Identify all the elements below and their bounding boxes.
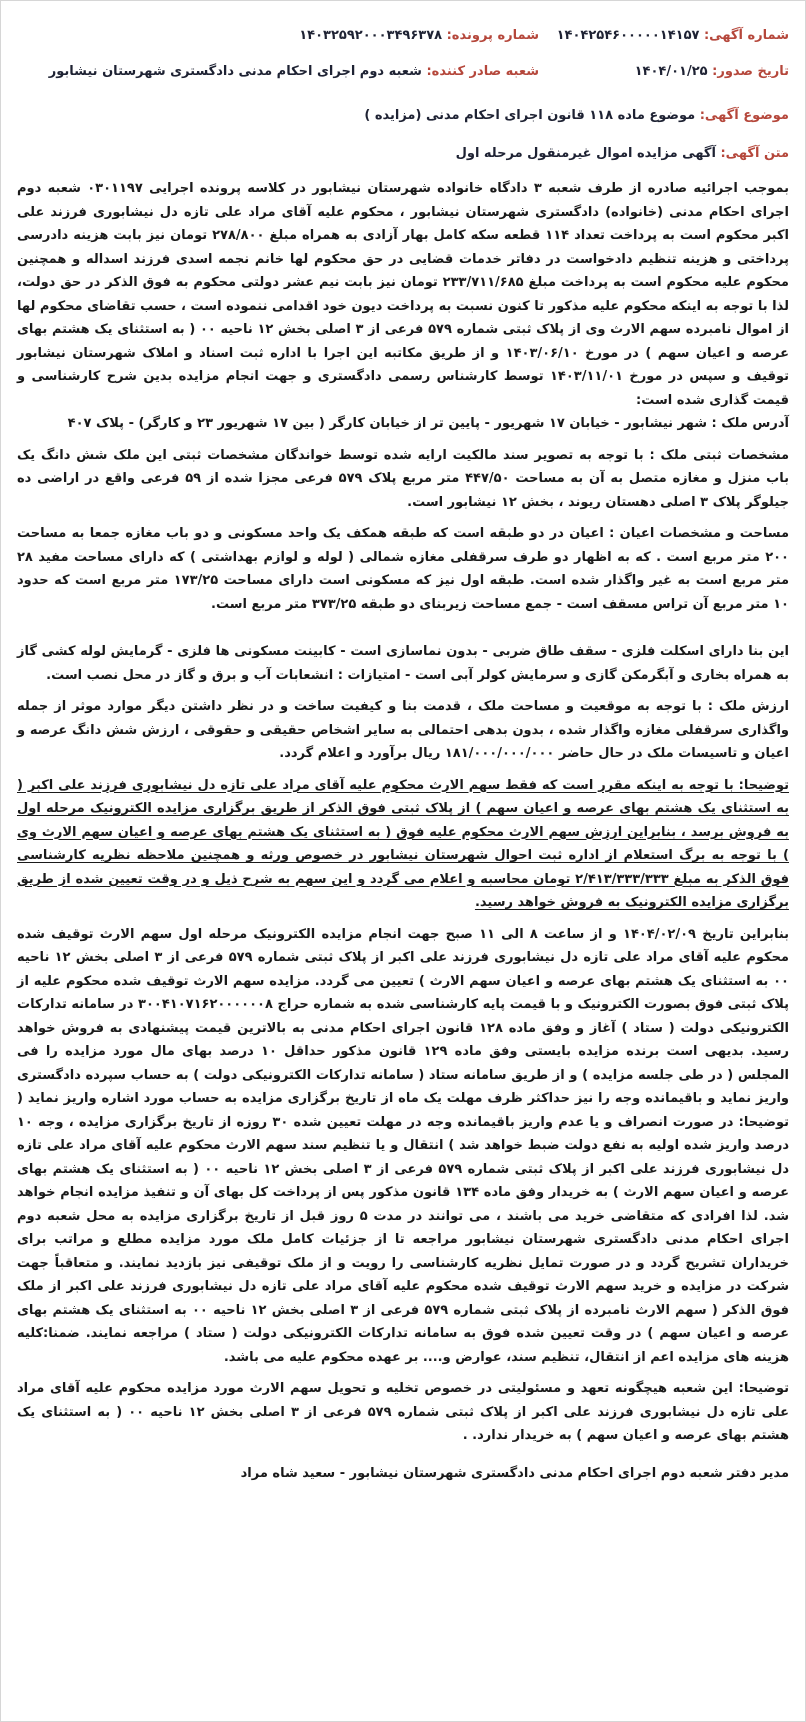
body-title: آگهی مزایده اموال غیرمنقول مرحله اول: [455, 146, 716, 161]
paragraph-building-features: این بنا دارای اسکلت فلزی - سقف طاق ضربی - بدون نماسازی است - کابینت مسکونی ها فلزی - گرمایش لوله کشی گاز به همراه بخاری و آبگرمکن گازی و سرمایش کولر آبی است - امتیازات : انشعابات آب و برق و گاز در محل نصب است.: [17, 644, 789, 683]
issue-date-field: [539, 61, 789, 83]
case-number-label: شماره پرونده:: [446, 28, 539, 43]
subject-label: موضوع آگهی:: [699, 108, 789, 123]
notice-body: [17, 177, 789, 1485]
issuing-branch-label: شعبه صادر کننده:: [426, 64, 539, 79]
paragraph-building-area: مساحت و مشخصات اعیان : اعیان در دو طبقه است که طبقه همکف یک واحد مسکونی و دو باب مغازه جمعا به مساحت ۲۰۰ متر مربع است . که به اظهار دو طرف سرقفلی مغازه شمالی ( لوله و لوازم بهداشتی ) که دارای مساحت مفید ۲۸ متر مربع است به غیر واگذار شده است. طبقه اول نیز که مسکونی است دارای مساحت ۱۷۳/۲۵ متر مربع است که حدود ۱۰ متر مربع آن تراس مسقف است - جمع مساحت زیربنای دو طبقه ۳۷۳/۲۵ متر مربع است.: [17, 526, 790, 612]
paragraph-registration: مشخصات ثبتی ملک : با توجه به تصویر سند مالکیت ارایه شده توسط خواندگان مشخصات ثبتی این ملک شش دانگ یک باب منزل و مغازه متصل به آن به مساحت ۴۴۷/۵۰ متر مربع پلاک ۵۷۹ فرعی مجزا شده از ۵۹ فرعی واقع در اراضی ده جیلوگر پلاک ۳ اصلی دهستان ریوند ، بخش ۱۲ نیشابور است.: [17, 447, 789, 510]
subject-field: [17, 105, 789, 127]
issuing-branch-field: [17, 61, 539, 83]
issue-date-value: ۱۴۰۴/۰۱/۲۵: [634, 64, 708, 79]
case-number-value: ۱۴۰۳۲۵۹۲۰۰۰۳۴۹۶۳۷۸: [299, 28, 443, 43]
ad-number-field: [539, 25, 789, 47]
body-title-field: [17, 143, 789, 165]
issue-date-label: تاریخ صدور:: [712, 64, 789, 79]
paragraph-inheritance-note: توضیحا: با توجه به اینکه مقرر است که فقط سهم الارث محکوم علیه آقای مراد علی تازه دل نیشابوری فرزند علی اکبر ( به استثنای یک هشتم بهای عرصه و اعیان سهم ) از پلاک ثبتی فوق الذکر از طریق برگزاری مزایده الکترونیک مرحله اول به فروش برسد ، بنابراین ارزش سهم الارث محکوم علیه فوق ( به استثنای یک هشتم بهای عرصه و اعیان سهم الارث وی ) با توجه به برگ استعلام از اداره ثبت احوال شهرستان نیشابور در خصوص ورثه و همچنین ملاحظه نظریه کارشناسی فوق الذکر به مبلغ ۲/۴۱۳/۳۳۳/۳۳۳ تومان محاسبه و اعلام می گردد و این سهم به شرح ذیل و در وقت تعیین شده از طریق برگزاری مزایده الکترونیک به فروش خواهد رسید.: [17, 777, 789, 910]
ad-number-value: ۱۴۰۴۲۵۴۶۰۰۰۰۰۱۴۱۵۷: [556, 28, 700, 43]
paragraph-auction-details: بنابراین تاریخ ۱۴۰۴/۰۲/۰۹ و از ساعت ۸ الی ۱۱ صبح جهت انجام مزایده الکترونیک مرحله اول سهم الارث توقیف شده محکوم علیه آقای مراد علی تازه دل نیشابوری فرزند علی اکبر از پلاک ثبتی شماره ۵۷۹ فرعی از ۳ اصلی بخش ۱۲ ناحیه ۰۰ به استثنای یک هشتم بهای عرصه و اعیان سهم الارث ) تعیین می گردد. مزایده سهم الارث توقیف شده محکوم علیه از پلاک ثبتی فوق بصورت الکترونیک و با قیمت پایه کارشناسی شده به شماره حراج ۳۰۰۴۱۰۷۱۶۲۰۰۰۰۰۰۸ در سامانه تدارکات الکترونیکی دولت ( ستاد ) آغاز و وفق ماده ۱۲۸ قانون اجرای احکام مدنی به بالاترین قیمت پیشنهادی به فروش خواهد رسید. بدیهی است برنده مزایده بایستی وفق ماده ۱۲۹ قانون مذکور حداقل ۱۰ درصد بهای مال مورد مزایده را فی المجلس ( در طی جلسه مزایده ) و از طریق سامانه ستاد ( سامانه تدارکات الکترونیکی دولت ) به حساب سپرده دادگستری واریز نماید و باقیمانده وجه را نیز حداکثر ظرف مهلت یک ماه از تاریخ برگزاری مزایده به حساب مورد اشاره واریز نماید ( توضیحا: در صورت انصراف و یا عدم واریز باقیمانده وجه در مهلت تعیین شده ۳۰ روزه از تاریخ برگزاری مزایده ، وجه ۱۰ درصد واریز شده اولیه به نفع دولت ضبط خواهد شد ) انتقال و یا تنظیم سند سهم الارث محکوم علیه آقای مراد علی تازه دل نیشابوری فرزند علی اکبر از پلاک ثبتی شماره ۵۷۹ فرعی از ۳ اصلی بخش ۱۲ ناحیه ۰۰ ( به استثنای یک هشتم بهای عرصه و اعیان سهم الارث ) به خریدار وفق ماده ۱۳۴ قانون مذکور پس از پرداخت کل بهای آن و تنفیذ مزایده انجام خواهد شد. لذا افرادی که متقاضی خرید می باشند ، می توانند در مدت ۵ روز قبل از تاریخ برگزاری مزایده به محل شعبه دوم اجرای احکام مدنی دادگستری شهرستان نیشابور مراجعه تا از جزئیات کامل ملک مورد مزایده مطلع و مراتب برای خریداران تشریح گردد و در صورت تمایل نظریه کارشناسی را رویت و از ملک توقیفی نیز بازدید نمایند. و متعاقباً جهت شرکت در مزایده و خرید سهم الارث توقیف شده محکوم علیه آقای مراد علی تازه دل نیشابوری فرزند علی اکبر از ملک فوق الذکر ( سهم الارث نامبرده از پلاک ثبتی شماره ۵۷۹ فرعی از ۳ اصلی بخش ۱۲ ناحیه ۰۰ به استثنای یک هشتم بهای عرصه و اعیان سهم ) در وقت تعیین شده فوق به سامانه تدارکات الکترونیکی دولت ( ستاد ) مراجعه نمایند. ضمنا:کلیه هزینه های مزایده اعم از انتقال، تنظیم سند، عوارض و.... بر عهده محکوم علیه می باشد.: [17, 926, 790, 1365]
paragraph-judgment: بموجب اجرائیه صادره از طرف شعبه ۳ دادگاه خانواده شهرستان نیشابور در کلاسه پرونده اجرایی ۰۳۰۱۱۹۷ شعبه دوم اجرای احکام مدنی (خانواده) دادگستری شهرستان نیشابور ، محکوم علیه آقای مراد علی تازه دل نیشابوری فرزند علی اکبر محکوم است به پرداخت تعداد ۱۱۴ قطعه سکه کامل بهار آزادی به همراه مبلغ ۲۷۸/۸۰۰ تومان نیز بابت هزینه دادرسی پرداختی و هزینه تنظیم دادخواست در دفاتر خدمات قضایی در حق محکوم لها خانم نجمه اسدی فرزند اسداله و همچنین محکوم علیه محکوم است به پرداخت مبلغ ۲۳۳/۷۱۱/۶۸۵ تومان نیز بابت نیم عشر دولتی محکوم به فوق الذکر در حق دولت، لذا با توجه به اینکه محکوم علیه مذکور تا کنون نسبت به پرداخت دیون خود اقدامی ننموده است ، حسب تقاضای محکوم لها از اموال نامبرده سهم الارث وی از پلاک ثبتی شماره ۵۷۹ فرعی از ۳ اصلی بخش ۱۲ ناحیه ۰۰ ( به استثنای یک هشتم بهای عرصه و اعیان سهم ) در مورخ ۱۴۰۳/۰۶/۱۰ و از طریق مکاتبه این اجرا با اداره ثبت اسناد و املاک شهرستان نیشابور توقیف و سپس در مورخ ۱۴۰۳/۱۱/۰۱ توسط کارشناس رسمی دادگستری و جهت انجام مزایده بدین شرح کارشناسی و قیمت گذاری شده است:: [17, 181, 790, 408]
body-label: متن آگهی:: [720, 146, 789, 161]
notice-header: [17, 25, 789, 83]
paragraph-disclaimer: توضیحا: این شعبه هیچگونه تعهد و مسئولیتی در خصوص تخلیه و تحویل سهم الارث مورد مزایده محکوم علیه آقای مراد علی تازه دل نیشابوری فرزند علی اکبر از پلاک ثبتی شماره ۵۷۹ فرعی از ۳ اصلی بخش ۱۲ ناحیه ۰۰ ( به استثنای یک هشتم بهای عرصه و اعیان سهم ) به خریدار ندارد. .: [17, 1381, 789, 1443]
paragraph-address: آدرس ملک : شهر نیشابور - خیابان ۱۷ شهریور - پایین تر از خیابان کارگر ( بین ۱۷ شهریور ۲۳ و کارگر) - پلاک ۴۰۷: [67, 416, 789, 431]
case-number-field: [17, 25, 539, 47]
paragraph-property-value: ارزش ملک : با توجه به موقعیت و مساحت ملک ، قدمت بنا و کیفیت ساخت و در نظر داشتن دیگر موارد موثر از جمله واگذاری سرقفلی مغازه واگذار شده ، بدون بدهی احتمالی به سایر اشخاص حقیقی و حقوقی ، ارزش شش دانگ عرصه و اعیان و تاسیسات ملک در حال حاضر ۱۸۱/۰۰۰/۰۰۰/۰۰۰ ریال برآورد و اعلام گردد.: [17, 699, 789, 761]
ad-number-label: شماره آگهی:: [703, 28, 789, 43]
subject-value: موضوع ماده ۱۱۸ قانون اجرای احکام مدنی (مزایده ): [364, 108, 696, 123]
signature-line: مدیر دفتر شعبه دوم اجرای احکام مدنی دادگستری شهرستان نیشابور - سعید شاه مراد: [240, 1465, 789, 1481]
issuing-branch-value: شعبه دوم اجرای احکام مدنی دادگستری شهرستان نیشابور: [48, 64, 422, 79]
